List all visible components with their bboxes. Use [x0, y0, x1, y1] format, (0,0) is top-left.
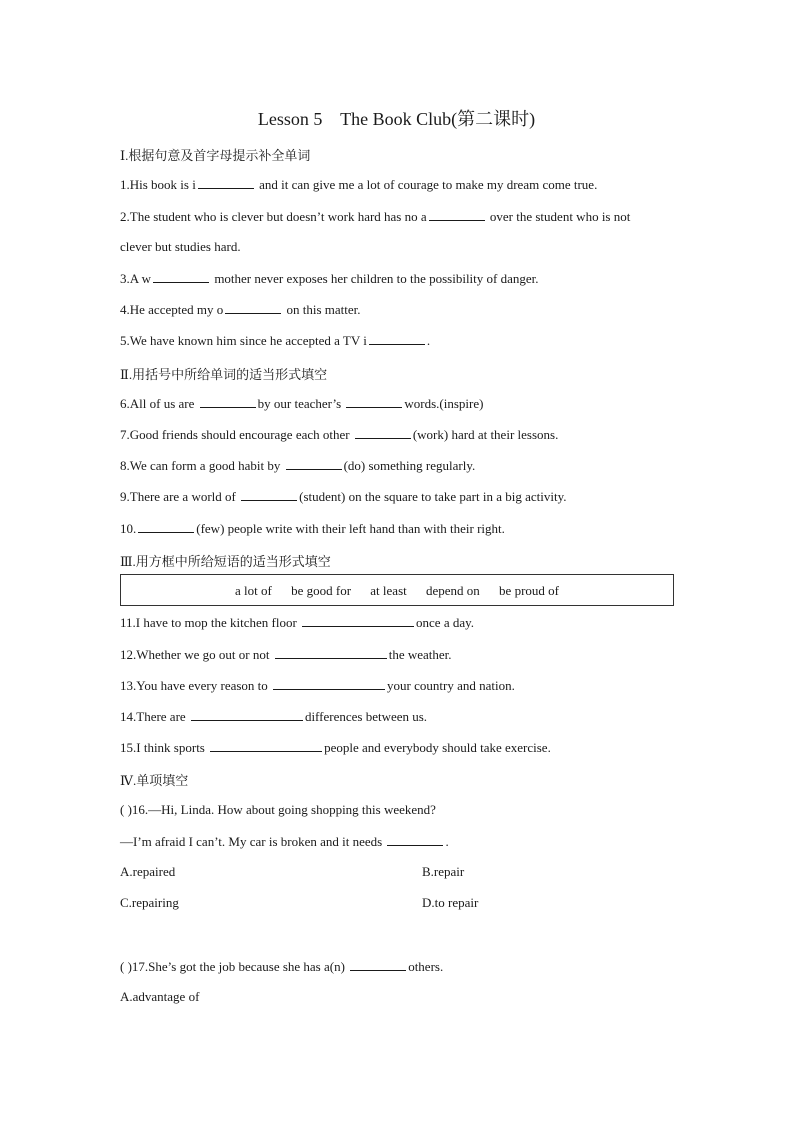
question-11: 11.I have to mop the kitchen floor once a day.	[120, 615, 475, 630]
answer-blank[interactable]	[346, 395, 402, 408]
answer-blank[interactable]	[429, 208, 485, 221]
answer-blank[interactable]	[355, 426, 411, 439]
question-15: 15.I think sports people and everybody should take exercise.	[120, 740, 551, 755]
question-16-reply: —I’m afraid I can’t. My car is broken and it needs .	[120, 834, 449, 849]
question-8: 8.We can form a good habit by (do) something regularly.	[120, 458, 476, 473]
phrase-box	[120, 574, 674, 606]
option-a[interactable]: A.repaired	[120, 864, 176, 879]
answer-blank[interactable]	[210, 739, 322, 752]
question-5: 5.We have known him since he accepted a TV i .	[120, 333, 431, 348]
answer-blank[interactable]	[275, 646, 387, 659]
page-title: Lesson 5 The Book Club(第二课时)	[257, 109, 536, 129]
phrase-item: a lot of	[235, 583, 272, 598]
question-10: 10. (few) people write with their left hand than with their right.	[120, 521, 505, 536]
question-17: ( )17.She’s got the job because she has a(n) others.	[120, 959, 444, 974]
answer-blank[interactable]	[286, 457, 342, 470]
question-13: 13.You have every reason to your country and nation.	[120, 678, 515, 693]
answer-blank[interactable]	[241, 488, 297, 501]
section-1-heading: Ⅰ.根据句意及首字母提示补全单词	[120, 148, 311, 163]
question-2-cont: clever but studies hard.	[120, 239, 241, 254]
answer-blank[interactable]	[369, 332, 425, 345]
phrase-item: at least	[370, 583, 407, 598]
answer-blank[interactable]	[191, 708, 303, 721]
answer-blank[interactable]	[200, 395, 256, 408]
phrase-item: be proud of	[499, 583, 559, 598]
question-3: 3.A w mother never exposes her children to the possibility of danger.	[120, 271, 539, 286]
answer-paren[interactable]: ( )	[120, 959, 132, 974]
question-7: 7.Good friends should encourage each other (work) hard at their lessons.	[120, 427, 559, 442]
option-d[interactable]: D.to repair	[422, 895, 479, 910]
question-14: 14.There are differences between us.	[120, 709, 428, 724]
question-4: 4.He accepted my o on this matter.	[120, 302, 361, 317]
section-4-heading: Ⅳ.单项填空	[120, 773, 189, 788]
answer-blank[interactable]	[198, 176, 254, 189]
question-16: ( )16.—Hi, Linda. How about going shopping this weekend?	[120, 802, 436, 817]
answer-blank[interactable]	[153, 270, 209, 283]
option-c[interactable]: C.repairing	[120, 895, 179, 910]
phrase-item: depend on	[426, 583, 480, 598]
answer-blank[interactable]	[138, 520, 194, 533]
answer-blank[interactable]	[302, 614, 414, 627]
option-b[interactable]: B.repair	[422, 864, 465, 879]
section-3-heading: Ⅲ.用方框中所给短语的适当形式填空	[120, 554, 331, 569]
answer-blank[interactable]	[387, 833, 443, 846]
question-1: 1.His book is i and it can give me a lot of courage to make my dream come true.	[120, 177, 598, 192]
question-9: 9.There are a world of (student) on the square to take part in a big activity.	[120, 489, 567, 504]
question-6: 6.All of us are by our teacher’s words.(inspire)	[120, 396, 484, 411]
phrase-item: be good for	[291, 583, 352, 598]
question-12: 12.Whether we go out or not the weather.	[120, 647, 452, 662]
option-a[interactable]: A.advantage of	[120, 989, 200, 1004]
question-2: 2.The student who is clever but doesn’t work hard has no a over the student who is not	[120, 209, 631, 224]
answer-blank[interactable]	[350, 958, 406, 971]
answer-paren[interactable]: ( )	[120, 802, 132, 817]
answer-blank[interactable]	[225, 301, 281, 314]
answer-blank[interactable]	[273, 677, 385, 690]
section-2-heading: Ⅱ.用括号中所给单词的适当形式填空	[120, 367, 328, 382]
